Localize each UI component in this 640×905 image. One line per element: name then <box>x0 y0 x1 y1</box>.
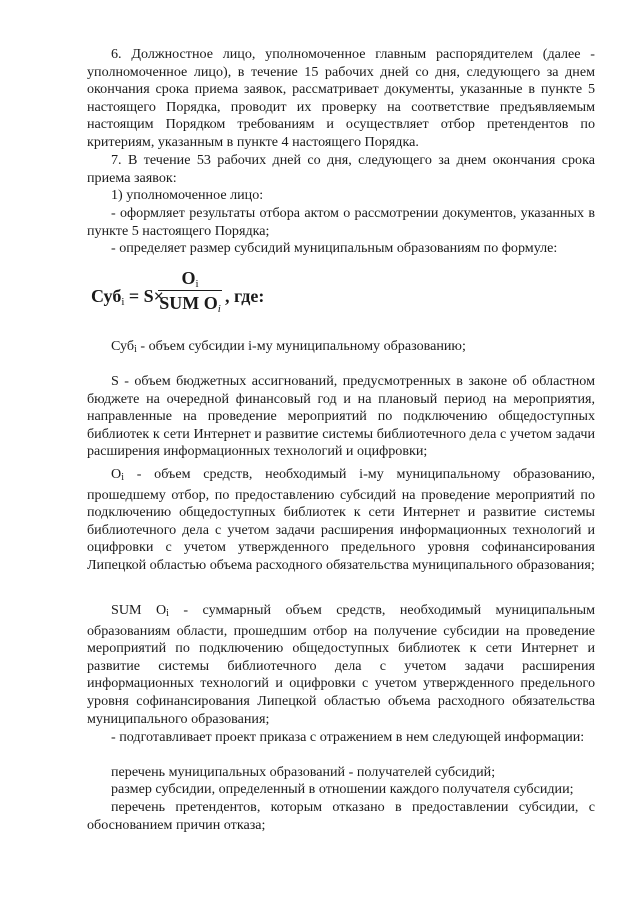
formula-numerator: $O_i$ <box>181 268 199 290</box>
paragraph-7-1a: - оформляет результаты отбора актом о рассмотрении документов, указанных в пункте 5 настоящего Порядка; <box>87 205 595 239</box>
formula-fraction <box>157 268 223 313</box>
formula-denominator: SUM $O_i$ <box>159 293 221 315</box>
list-item-1: перечень муниципальных образований - получателей субсидий; <box>111 764 496 780</box>
definition-sub-i: Субi - объем субсидии i-му муниципальному образованию; <box>111 338 466 355</box>
definition-sum-oi: SUM Oi - суммарный объем средств, необходимый муниципальным образованиям области, прошедшим отбор на получение субсидии на проведение мероприятий по подключению общедоступных библиотек к сети Интернет и развитие системы библиотечного дела с учетом задачи расширения информационных технологий и оцифровки с учетом утвержденного предельного уровня софинансирования Липецкой областью объема расходного обязательства муниципального образования; <box>87 602 596 727</box>
paragraph-7-1b: - определяет размер субсидий муниципальным образованиям по формуле: <box>111 240 558 256</box>
definition-oi: Oi - объем средств, необходимый i-му муниципальному образованию, прошедшему отбор, по предоставлению субсидий на проведение мероприятий по подключению общедоступных библиотек к сети Интернет и развитие системы библиотечного дела с учетом задачи расширения информационных технологий и оцифровки с учетом утвержденного предельного уровня софинансирования Липецкой областью объема расходного обязательства муниципального образования; <box>87 466 595 573</box>
list-item-2: размер субсидии, определенный в отношении каждого получателя субсидии; <box>111 781 574 797</box>
formula-tail: , где: <box>225 286 265 306</box>
paragraph-prepare-order: - подготавливает проект приказа с отражением в нем следующей информации: <box>111 729 585 745</box>
paragraph-7-1: 1) уполномоченное лицо: <box>111 187 264 203</box>
definition-s: S - объем бюджетных ассигнований, предусмотренных в законе об областном бюджете на очередной финансовый год и на плановый период на мероприятия, направленные на проведение мероприятий по подключению общедоступных библиотек к сети Интернет и развитие системы библиотечного дела с учетом задачи расширения информационных технологий и оцифровки; <box>87 373 595 460</box>
formula-lhs: Суб$_i$ = S× <box>91 286 164 308</box>
paragraph-6: 6. Должностное лицо, уполномоченное главным распорядителем (далее - уполномоченное лицо), в течение 15 рабочих дней со дня, следующего за днем окончания срока приема заявок, рассматривает документы, указанные в пункте 5 настоящего Порядка, проводит их проверку на соответствие предъявляемым настоящим Порядком требованиям и осуществляет отбор претендентов по критериям, указанным в пункте 4 настоящего Порядка. <box>87 46 595 150</box>
list-item-3: перечень претендентов, которым отказано в предоставлении субсидии, с обоснованием причин отказа; <box>87 799 595 833</box>
subsidy-formula <box>91 268 351 324</box>
paragraph-7: 7. В течение 53 рабочих дней со дня, следующего за днем окончания срока приема заявок: <box>87 152 595 186</box>
